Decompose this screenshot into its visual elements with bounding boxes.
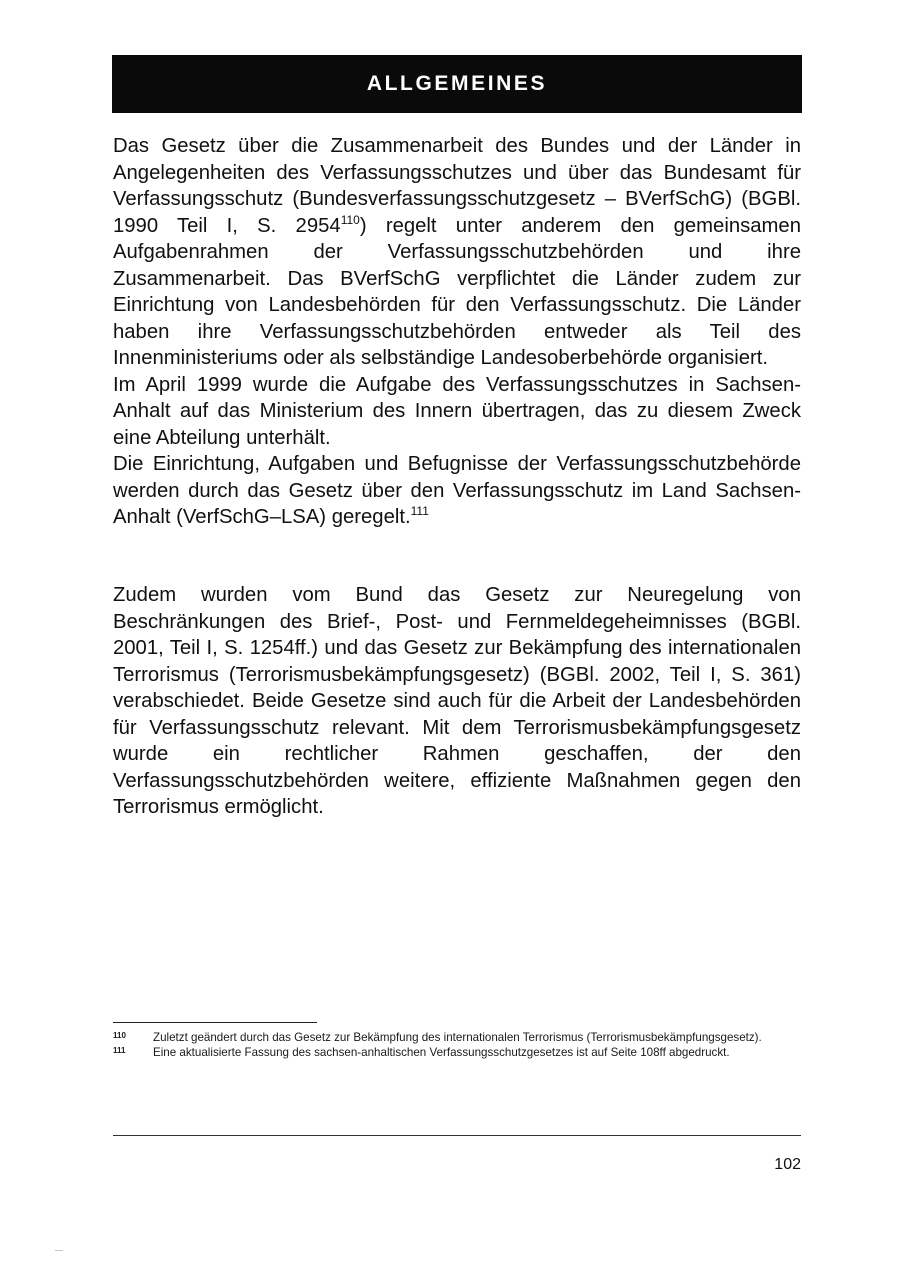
paragraph-text: Das Gesetz über die Zusammenarbeit des Bundes und der Länder in Angelegenheiten des Verfassungsschutzes und über das Bundesamt für Verfassungsschutz (Bundesverfassungsschutzgesetz – BVerfSchG) (BGBl. 1990 Teil I, S. 2954	[113, 135, 801, 237]
body-paragraph-2: Zudem wurden vom Bund das Gesetz zur Neuregelung von Beschränkungen des Brief-, Post- und Fernmeldegeheimnisses (BGBl. 2001, Teil I, S. 1254ff.) und das Gesetz zur Bekämpfung des internationalen Terrorismus (Terrorismusbekämpfungsgesetz) (BGBl. 2002, Teil I, S. 361) verabschiedet. Beide Gesetze sind auch für die Arbeit der Landesbehörden für Verfassungsschutz relevant. Mit dem Terrorismusbekämpfungsgesetz wurde ein rechtlicher Rahmen geschaffen, der den Verfassungsschutzbehörden weitere, effiziente Maßnahmen gegen den Terrorismus ermöglicht.	[113, 584, 801, 818]
paragraph-verfschg-lsa	[113, 451, 801, 531]
footnote-111	[113, 1045, 803, 1060]
paragraph-text: ) regelt unter anderem den gemeinsamen Aufgabenrahmen der Verfassungsschutzbehörden und ihre Zusammenarbeit. Das BVerfSchG verpflichtet die Länder zudem zur Einrichtung von Landesbehörden für den Verfassungsschutz. Die Länder haben ihre Verfassungsschutzbehörden entweder als Teil des Innenministeriums oder als selbständige Landesoberbehörde organisiert.	[113, 214, 801, 369]
section-title: ALLGEMEINES	[366, 72, 548, 95]
paragraph-april-1999: Im April 1999 wurde die Aufgabe des Verfassungsschutzes in Sachsen-Anhalt auf das Ministerium des Innern übertragen, das zu diesem Zweck eine Abteilung unterhält.	[113, 373, 801, 449]
scan-mark	[55, 1250, 63, 1251]
footnote-number: 110	[113, 1031, 126, 1040]
body-paragraph-1	[113, 133, 801, 531]
paragraph-text: Die Einrichtung, Aufgaben und Befugnisse der Verfassungsschutzbehörde werden durch das Gesetz über den Verfassungsschutz im Land Sachsen-Anhalt (VerfSchG–LSA) geregelt.	[113, 453, 801, 528]
footnote-text: Zuletzt geändert durch das Gesetz zur Bekämpfung des internationalen Terrorismus (Terrorismusbekämpfungsgesetz).	[153, 1031, 762, 1044]
footnote-text: Eine aktualisierte Fassung des sachsen-anhaltischen Verfassungsschutzgesetzes ist auf Seite 108ff abgedruckt.	[153, 1046, 730, 1059]
footnote-110	[113, 1030, 803, 1045]
footnote-divider	[113, 1022, 317, 1023]
footnote-reference-110: 110	[340, 212, 360, 227]
footnotes	[113, 1030, 803, 1060]
footnote-number: 111	[113, 1046, 126, 1055]
paragraph-bverfschg	[113, 133, 801, 372]
footnote-reference-111: 111	[410, 504, 429, 518]
page-number: 102	[774, 1156, 801, 1173]
footer-divider	[113, 1135, 801, 1136]
section-header-bar	[112, 55, 802, 113]
